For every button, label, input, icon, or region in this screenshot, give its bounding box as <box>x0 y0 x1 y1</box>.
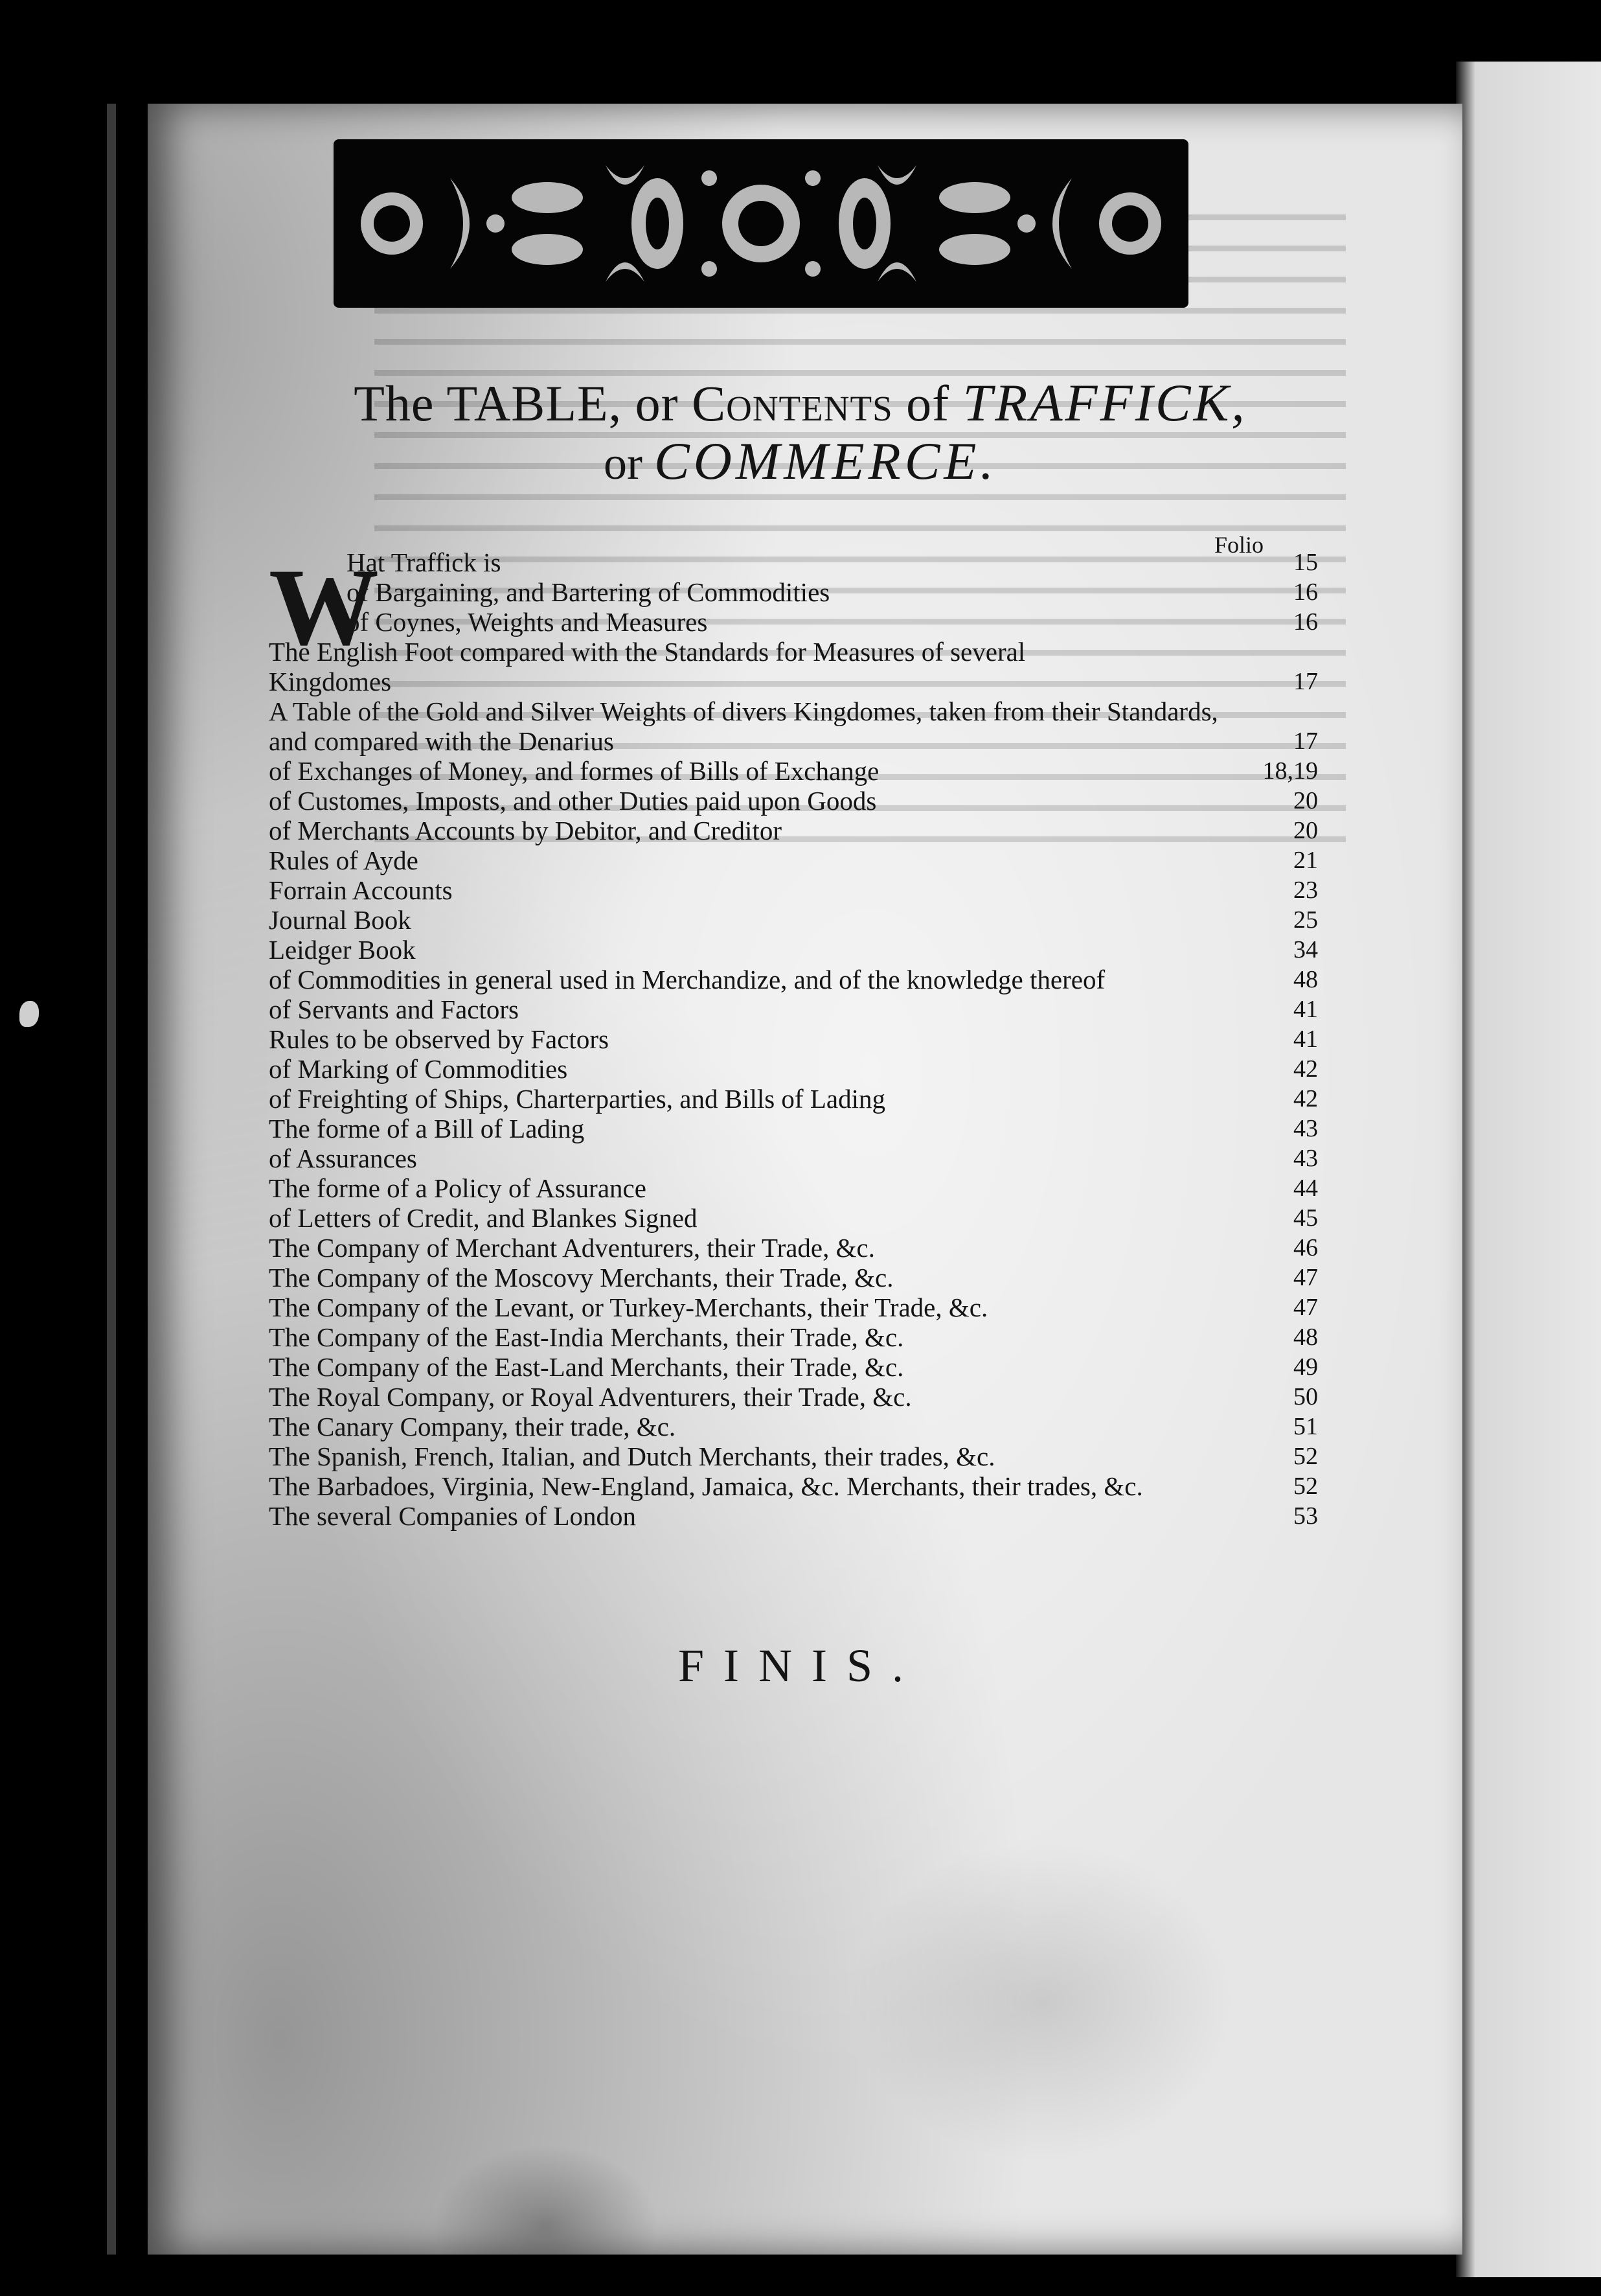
page-title <box>0 373 1601 433</box>
toc-entry <box>269 935 1324 965</box>
toc-entry-text: The Company of the Levant, or Turkey-Merchants, their Trade, &c. <box>269 1292 988 1322</box>
toc-entry-page: 41 <box>1293 1026 1318 1053</box>
toc-entry-page: 17 <box>1293 668 1318 695</box>
toc-entry-text: The Royal Company, or Royal Adventurers, their Trade, &c. <box>269 1382 912 1412</box>
toc-entry-text: Hat Traffick is <box>346 547 501 577</box>
toc-entry-text: A Table of the Gold and Silver Weights of divers Kingdomes, taken from their Standards, <box>269 696 1218 726</box>
title-contents: Contents <box>692 375 893 431</box>
toc-entry <box>269 1233 1324 1263</box>
toc-entry-page: 46 <box>1293 1234 1318 1261</box>
toc-entry <box>269 816 1324 845</box>
toc-entry-page: 17 <box>1293 728 1318 755</box>
toc-entry <box>269 1412 1324 1441</box>
toc-entry-page: 18,19 <box>1262 757 1318 785</box>
finis-text: FINIS. <box>677 1640 924 1692</box>
subtitle-commerce: COMMERCE. <box>654 431 997 490</box>
toc-entry-page: 50 <box>1293 1383 1318 1410</box>
toc-entry <box>269 875 1324 905</box>
toc-entry-page: 34 <box>1293 936 1318 963</box>
toc-entry <box>269 1024 1324 1054</box>
toc-entry <box>269 1471 1324 1501</box>
toc-entry <box>269 1382 1324 1412</box>
toc-entry <box>269 726 1324 756</box>
toc-entry-text: Rules to be observed by Factors <box>269 1024 609 1054</box>
toc-entry <box>269 1143 1324 1173</box>
toc-entry <box>269 667 1324 696</box>
toc-entry <box>269 1263 1324 1292</box>
toc-entry <box>269 607 1324 637</box>
toc-entry-text: The Company of Merchant Adventurers, their Trade, &c. <box>269 1233 875 1263</box>
toc-entry <box>269 1114 1324 1143</box>
toc-entry-page: 43 <box>1293 1145 1318 1172</box>
toc-entry <box>269 1203 1324 1233</box>
toc-entry-text: Forrain Accounts <box>269 875 453 905</box>
toc-entry <box>269 1322 1324 1352</box>
toc-entry-text: Rules of Ayde <box>269 845 418 875</box>
toc-entry-text: The several Companies of London <box>269 1501 637 1531</box>
toc-entry-text: of Merchants Accounts by Debitor, and Creditor <box>269 816 782 845</box>
toc-entry <box>269 696 1324 726</box>
toc-entry-text: of Freighting of Ships, Charterparties, and Bills of Lading <box>269 1084 885 1114</box>
toc-entry <box>269 994 1324 1024</box>
table-of-contents <box>269 547 1324 1531</box>
toc-entry-text: of Exchanges of Money, and formes of Bills of Exchange <box>269 756 880 786</box>
toc-entry-text: The Company of the Moscovy Merchants, their Trade, &c. <box>269 1263 894 1292</box>
title-pre: The TABLE, or <box>354 375 679 431</box>
title-of: of <box>906 375 950 431</box>
toc-entry <box>269 547 1324 577</box>
toc-entry <box>269 1292 1324 1322</box>
toc-entry-page: 43 <box>1293 1115 1318 1142</box>
toc-entry-page: 48 <box>1293 1324 1318 1351</box>
toc-entry-page: 16 <box>1293 608 1318 636</box>
toc-entry <box>269 1173 1324 1203</box>
toc-entry <box>269 1441 1324 1471</box>
toc-entry-text: of Commodities in general used in Merchandize, and of the knowledge thereof <box>269 965 1106 994</box>
folio-column-header: Folio <box>1214 532 1264 558</box>
toc-entry-text: The Company of the East-India Merchants, their Trade, &c. <box>269 1322 904 1352</box>
paper-stain <box>847 1840 1236 2164</box>
toc-entry-page: 47 <box>1293 1294 1318 1321</box>
drop-cap: W <box>269 546 379 668</box>
toc-entry-page: 49 <box>1293 1353 1318 1381</box>
toc-entry-text: The English Foot compared with the Standards for Measures of several <box>269 637 1026 667</box>
paper-stain-corner <box>433 2144 659 2255</box>
toc-entry <box>269 845 1324 875</box>
toc-entry-page: 44 <box>1293 1175 1318 1202</box>
toc-entry-page: 45 <box>1293 1204 1318 1232</box>
toc-entry-text: The Spanish, French, Italian, and Dutch Merchants, their trades, &c. <box>269 1441 995 1471</box>
toc-entry-text: The Company of the East-Land Merchants, their Trade, &c. <box>269 1352 904 1382</box>
toc-entry-text: The Canary Company, their trade, &c. <box>269 1412 676 1441</box>
toc-entry-page: 41 <box>1293 996 1318 1023</box>
toc-entry-page: 20 <box>1293 787 1318 814</box>
toc-entry-page: 42 <box>1293 1085 1318 1112</box>
toc-entry-page: 53 <box>1293 1502 1318 1530</box>
toc-entry <box>269 756 1324 786</box>
toc-entry-text: Leidger Book <box>269 935 416 965</box>
toc-entry-page: 51 <box>1293 1413 1318 1440</box>
toc-entry <box>269 577 1324 607</box>
toc-entry-text: of Customes, Imposts, and other Duties paid upon Goods <box>269 786 877 816</box>
toc-entry-page: 48 <box>1293 966 1318 993</box>
toc-entry-page: 15 <box>1293 549 1318 576</box>
toc-entry-text: of Servants and Factors <box>269 994 519 1024</box>
headpiece-ornament <box>334 139 1188 308</box>
toc-entry-page: 23 <box>1293 877 1318 904</box>
toc-entry-text: Kingdomes <box>269 667 392 696</box>
toc-entry-page: 47 <box>1293 1264 1318 1291</box>
toc-entry <box>269 786 1324 816</box>
toc-entry <box>269 637 1324 667</box>
toc-entry-page: 20 <box>1293 817 1318 844</box>
toc-entry-page: 25 <box>1293 906 1318 934</box>
toc-entry <box>269 905 1324 935</box>
toc-entry <box>269 1352 1324 1382</box>
toc-entry-text: The Barbadoes, Virginia, New-England, Jamaica, &c. Merchants, their trades, &c. <box>269 1471 1143 1501</box>
toc-entry-text: Journal Book <box>269 905 411 935</box>
toc-entry-page: 21 <box>1293 847 1318 874</box>
toc-entry-page: 42 <box>1293 1055 1318 1083</box>
toc-entry-text: of Bargaining, and Bartering of Commodities <box>346 577 830 607</box>
toc-entry-text: of Coynes, Weights and Measures <box>346 607 708 637</box>
toc-entry-text: and compared with the Denarius <box>269 726 614 756</box>
toc-entry-page: 16 <box>1293 579 1318 606</box>
toc-entry-text: The forme of a Bill of Lading <box>269 1114 585 1143</box>
toc-entry-page: 52 <box>1293 1473 1318 1500</box>
toc-entry <box>269 965 1324 994</box>
stray-mark <box>19 1001 39 1027</box>
toc-entry <box>269 1501 1324 1531</box>
toc-entry-text: of Letters of Credit, and Blankes Signed <box>269 1203 698 1233</box>
toc-entry <box>269 1054 1324 1084</box>
toc-entry-text: The forme of a Policy of Assurance <box>269 1173 646 1203</box>
toc-entry-page: 52 <box>1293 1443 1318 1470</box>
page-subtitle <box>0 431 1601 492</box>
title-traffick: TRAFFICK, <box>962 373 1247 432</box>
toc-entry-text: of Assurances <box>269 1143 417 1173</box>
toc-entry <box>269 1084 1324 1114</box>
toc-entry-text: of Marking of Commodities <box>269 1054 568 1084</box>
subtitle-or: or <box>604 437 642 489</box>
